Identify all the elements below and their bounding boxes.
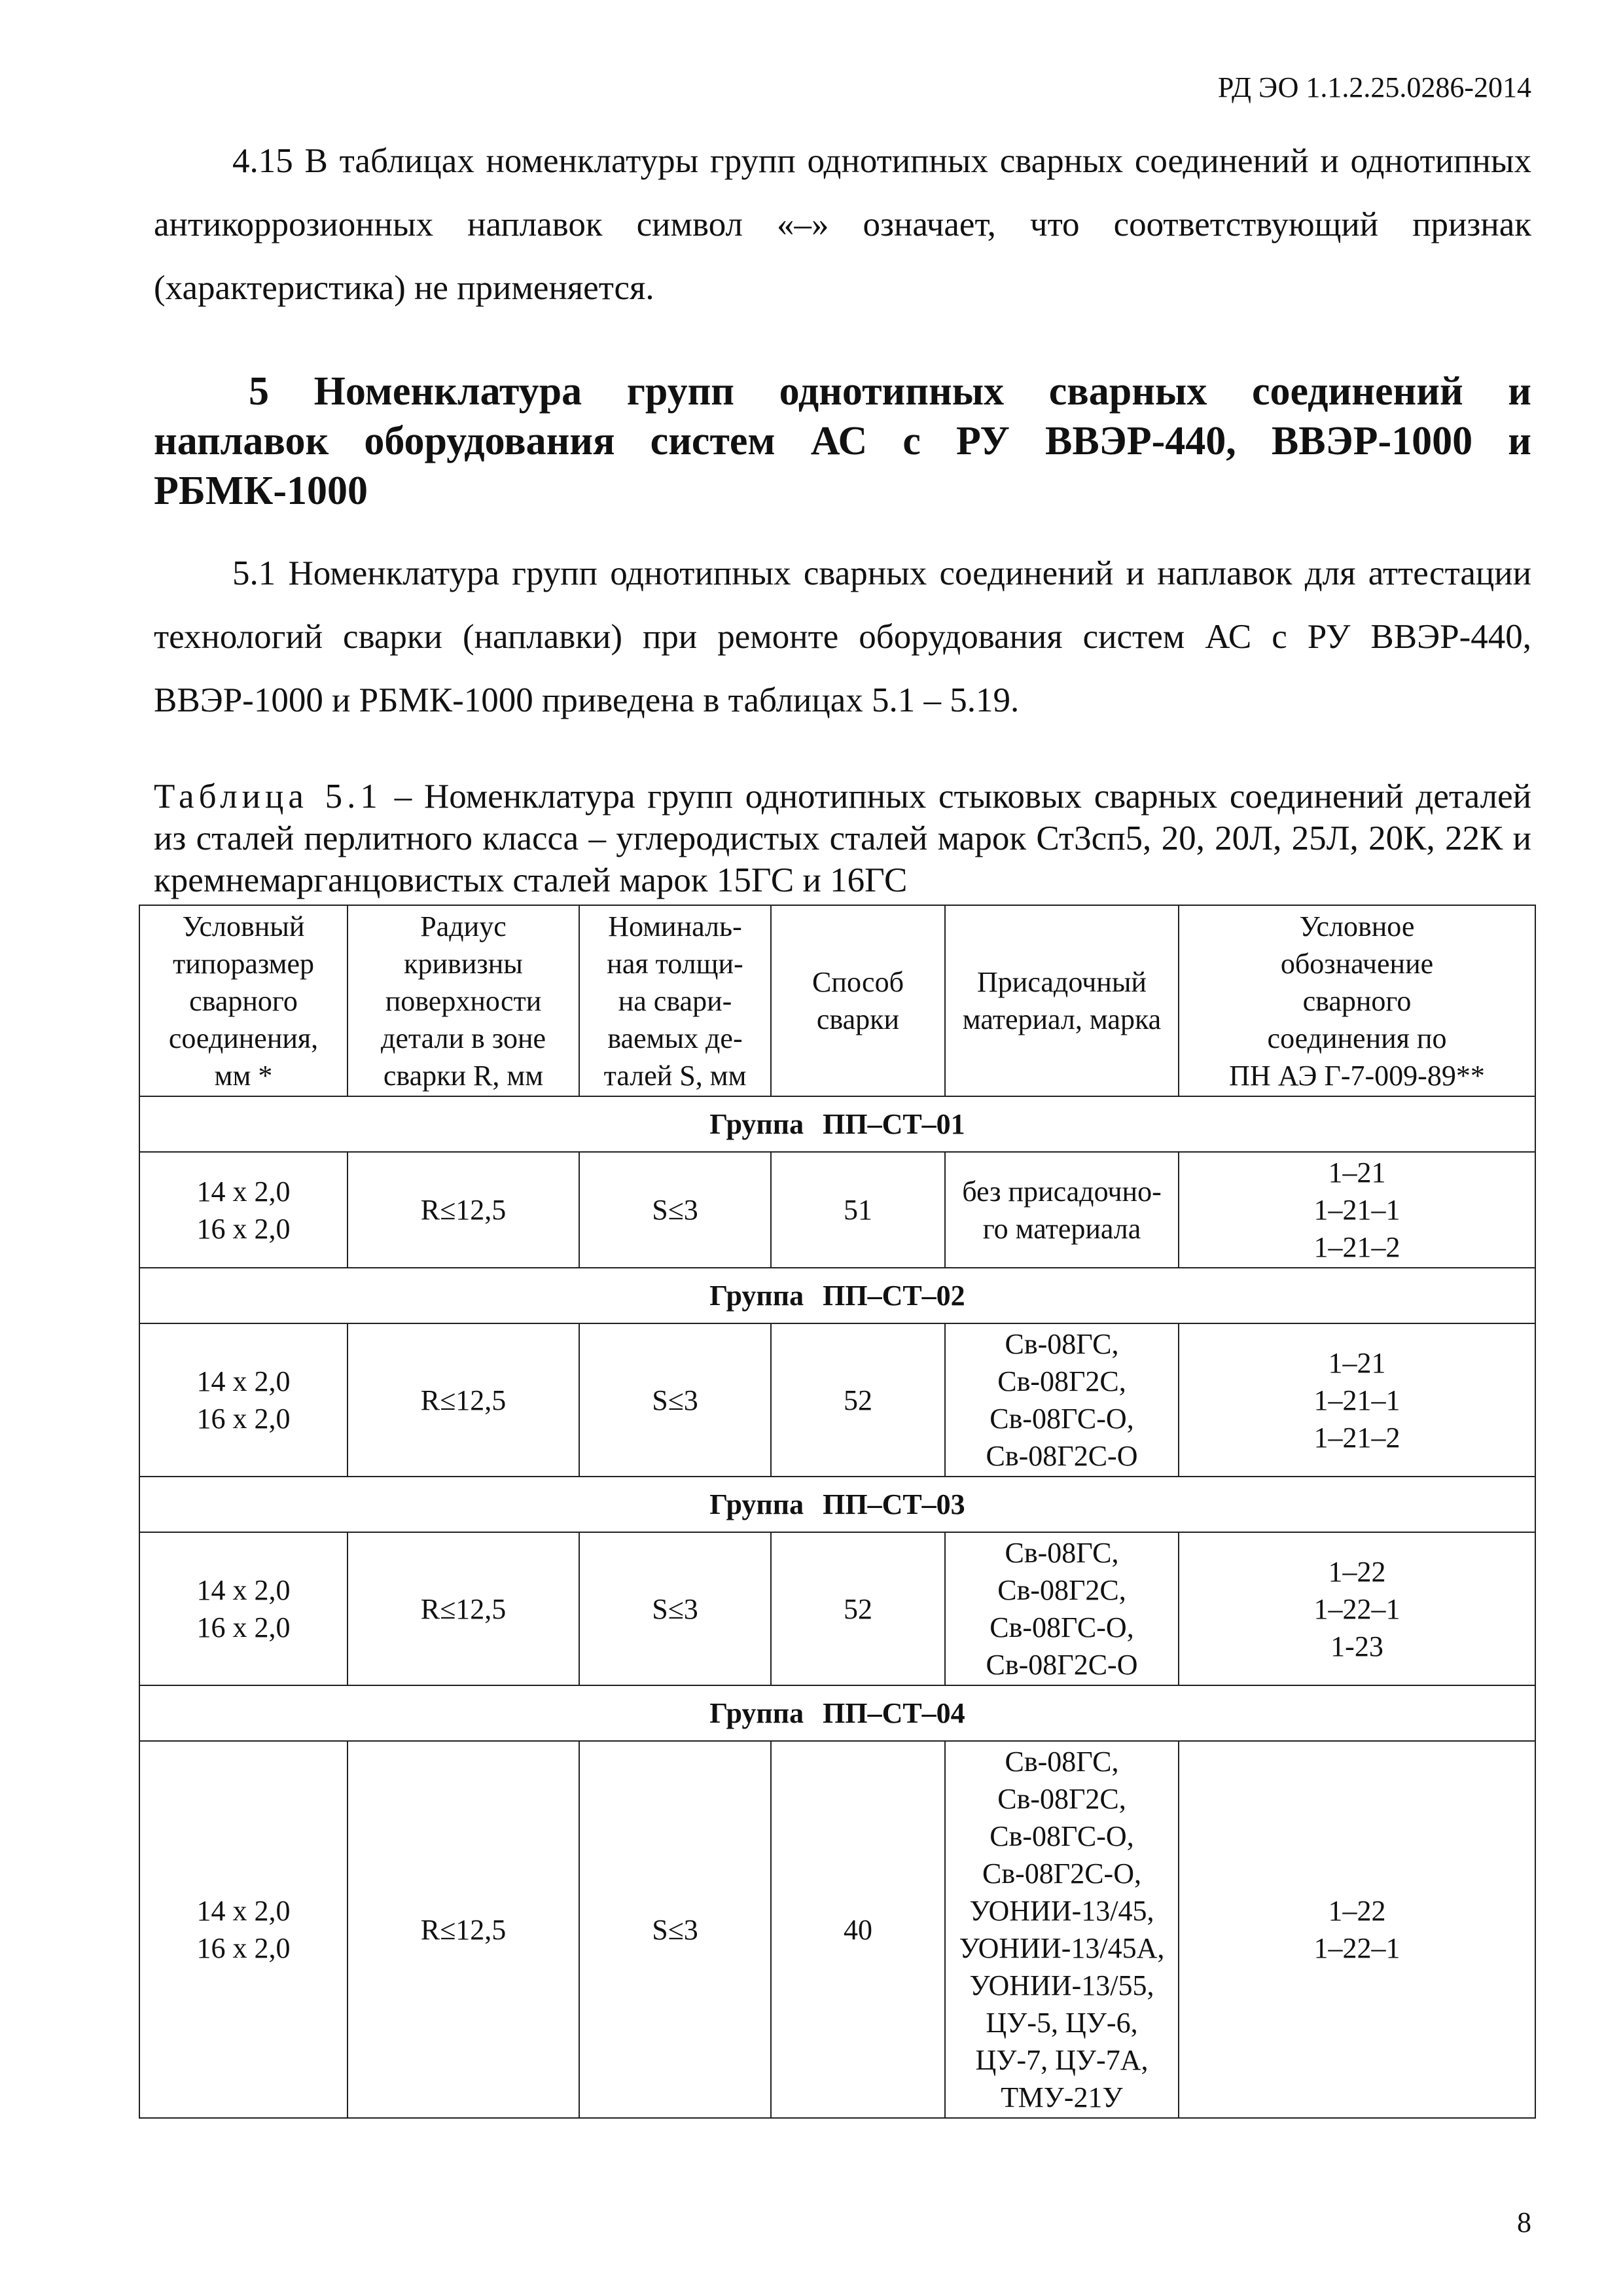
header-line: соединения по: [1267, 1022, 1447, 1054]
cell-line: 16 х 2,0: [196, 1212, 291, 1245]
cell-line: 1–21–2: [1313, 1231, 1400, 1263]
cell-line: Св-08ГС,: [1005, 1537, 1119, 1569]
filler-cell: [945, 1152, 1179, 1268]
designation-cell: [1179, 1741, 1535, 2118]
column-header: [139, 905, 348, 1096]
header-line: сварки: [816, 1003, 900, 1035]
cell-line: Св-08ГС-О,: [990, 1403, 1134, 1435]
document-code: РД ЭО 1.1.2.25.0286-2014: [1217, 71, 1531, 103]
header-line: Присадочный: [977, 966, 1147, 998]
cell-line: 14 х 2,0: [196, 1365, 291, 1397]
thickness-cell: S≤3: [579, 1532, 771, 1685]
header-line: сварки R, мм: [383, 1059, 544, 1092]
header-line: Условное: [1299, 910, 1415, 942]
header-line: ная толщи-: [607, 947, 743, 980]
group-title-row: [139, 1268, 1535, 1323]
cell-line: Св-08Г2С-О: [986, 1649, 1138, 1681]
header-line: Условный: [182, 910, 305, 942]
table-row: [139, 1323, 1535, 1477]
cell-line: 16 х 2,0: [196, 1611, 291, 1643]
cell-line: 16 х 2,0: [196, 1932, 291, 1964]
filler-cell: [945, 1532, 1179, 1685]
column-header: [771, 905, 945, 1096]
column-header: [348, 905, 579, 1096]
header-line: Способ: [812, 966, 904, 998]
table-header-row: [139, 905, 1535, 1096]
cell-line: Св-08ГС-О,: [990, 1820, 1134, 1852]
filler-cell: [945, 1323, 1179, 1477]
header-line: талей S, мм: [603, 1059, 747, 1092]
header-line: поверхности: [385, 984, 542, 1017]
page-number: 8: [1517, 2206, 1531, 2238]
cell-line: УОНИИ-13/45,: [969, 1895, 1154, 1927]
method-cell: 40: [771, 1741, 945, 2118]
designation-cell: [1179, 1323, 1535, 1477]
group-title: Группа ПП–СТ–02: [139, 1268, 1535, 1323]
cell-line: Св-08Г2С,: [997, 1574, 1126, 1606]
column-header: [945, 905, 1179, 1096]
radius-cell: R≤12,5: [348, 1532, 579, 1685]
method-cell: 51: [771, 1152, 945, 1268]
size-cell: [139, 1532, 348, 1685]
group-title-row: [139, 1096, 1535, 1152]
group-title: Группа ПП–СТ–04: [139, 1685, 1535, 1741]
header-line: ваемых де-: [607, 1022, 743, 1054]
designation-cell: [1179, 1152, 1535, 1268]
column-header: [579, 905, 771, 1096]
cell-line: ТМУ-21У: [1001, 2081, 1123, 2113]
table-row: [139, 1741, 1535, 2118]
cell-line: 1-23: [1330, 1630, 1383, 1662]
cell-line: УОНИИ-13/55,: [969, 1969, 1154, 2001]
header-line: сварного: [1302, 984, 1412, 1017]
method-cell: 52: [771, 1532, 945, 1685]
table-row: [139, 1152, 1535, 1268]
group-title-row: [139, 1477, 1535, 1532]
header-line: обозначение: [1280, 947, 1434, 980]
designation-cell: [1179, 1532, 1535, 1685]
cell-line: 1–22–1: [1313, 1592, 1400, 1625]
method-cell: 52: [771, 1323, 945, 1477]
size-cell: [139, 1152, 348, 1268]
filler-cell: [945, 1741, 1179, 2118]
cell-line: 1–21–1: [1313, 1194, 1400, 1226]
cell-line: Св-08ГС-О,: [990, 1611, 1134, 1643]
paragraph-4-15: 4.15 В таблицах номенклатуры групп однотипных сварных соединений и однотипных антикоррозионных наплавок символ «–» означает, что соответствующий признак (характеристика) не применяется.: [154, 142, 1531, 307]
cell-line: Св-08ГС,: [1005, 1328, 1119, 1360]
cell-line: ЦУ-7, ЦУ-7А,: [975, 2044, 1149, 2076]
table-caption: [154, 776, 1531, 901]
header-line: мм *: [214, 1059, 273, 1092]
thickness-cell: S≤3: [579, 1323, 771, 1477]
header-line: соединения,: [168, 1022, 319, 1054]
column-header: [1179, 905, 1535, 1096]
header-line: Номиналь-: [608, 910, 742, 942]
size-cell: [139, 1323, 348, 1477]
header-line: кривизны: [404, 947, 523, 980]
size-cell: [139, 1741, 348, 2118]
cell-line: Св-08ГС,: [1005, 1746, 1119, 1778]
nomenclature-table: [139, 905, 1536, 2119]
cell-line: Св-08Г2С-О,: [982, 1857, 1141, 1890]
cell-line: 1–22–1: [1313, 1932, 1400, 1964]
cell-line: Св-08Г2С,: [997, 1783, 1126, 1815]
cell-line: без присадочно-: [962, 1175, 1162, 1208]
header-line: материал, марка: [962, 1003, 1162, 1035]
cell-line: Св-08Г2С,: [997, 1365, 1126, 1397]
group-title-row: [139, 1685, 1535, 1741]
thickness-cell: S≤3: [579, 1741, 771, 2118]
table-caption-label: Таблица 5.1: [154, 778, 382, 816]
cell-line: 1–21: [1328, 1157, 1386, 1189]
cell-line: 1–21: [1328, 1346, 1386, 1379]
header-line: сварного: [189, 984, 298, 1017]
paragraph-5-1: 5.1 Номенклатура групп однотипных сварных соединений и наплавок для аттестации технологий сварки (наплавки) при ремонте оборудования систем АС с РУ ВВЭР-440, ВВЭР-1000 и РБМК-1000 приведена в таблицах 5.1 – 5.19.: [154, 554, 1531, 719]
group-title: Группа ПП–СТ–01: [139, 1096, 1535, 1152]
cell-line: го материала: [982, 1212, 1141, 1245]
radius-cell: R≤12,5: [348, 1741, 579, 2118]
radius-cell: R≤12,5: [348, 1152, 579, 1268]
cell-line: Св-08Г2С-О: [986, 1440, 1138, 1472]
cell-line: 1–21–1: [1313, 1384, 1400, 1416]
table-body: [139, 905, 1535, 2118]
group-title: Группа ПП–СТ–03: [139, 1477, 1535, 1532]
header-line: Радиус: [420, 910, 507, 942]
cell-line: 1–22: [1328, 1895, 1386, 1927]
header-line: ПН АЭ Г-7-009-89**: [1229, 1059, 1485, 1092]
thickness-cell: S≤3: [579, 1152, 771, 1268]
cell-line: 14 х 2,0: [196, 1175, 291, 1208]
header-line: на свари-: [618, 984, 732, 1017]
header-line: типоразмер: [173, 947, 314, 980]
cell-line: УОНИИ-13/45А,: [959, 1932, 1165, 1964]
section-title: 5 Номенклатура групп однотипных сварных соединений и наплавок оборудования систем АС с РУ ВВЭР-440, ВВЭР-1000 и РБМК-1000: [154, 369, 1531, 513]
cell-line: 1–21–2: [1313, 1421, 1400, 1454]
cell-line: 1–22: [1328, 1555, 1386, 1588]
radius-cell: R≤12,5: [348, 1323, 579, 1477]
cell-line: 16 х 2,0: [196, 1403, 291, 1435]
header-line: детали в зоне: [380, 1022, 546, 1054]
table-row: [139, 1532, 1535, 1685]
cell-line: 14 х 2,0: [196, 1895, 291, 1927]
cell-line: ЦУ-5, ЦУ-6,: [986, 2007, 1138, 2039]
table-caption-text: – Номенклатура групп однотипных стыковых сварных соединений деталей из сталей перлитного класса – углеродистых сталей марок Ст3сп5, 20, 20Л, 25Л, 20К, 22К и кремнемарганцовистых сталей марок 15ГС и 16ГС: [154, 778, 1531, 899]
cell-line: 14 х 2,0: [196, 1574, 291, 1606]
